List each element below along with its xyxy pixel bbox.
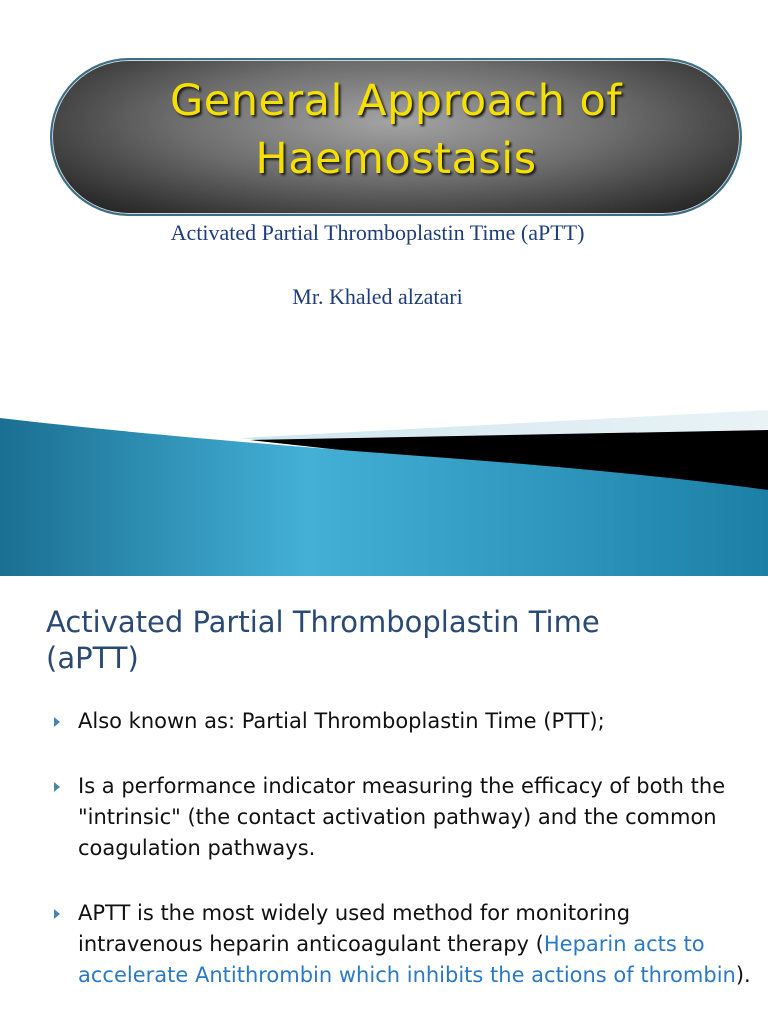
bullet-arrow-icon — [54, 717, 60, 727]
bullet-text: Is a performance indicator measuring the efficacy of both the "intrinsic" (the contact activation pathway) and the common coagulation pathways. — [78, 774, 726, 860]
title-line-1: General Approach of — [169, 76, 623, 126]
bullet-arrow-icon — [54, 782, 60, 792]
bullet-text-highlight: Heparin acts to accelerate Antithrombin which inhibits the actions of thrombin — [78, 932, 736, 987]
bullet-text: Also known as: Partial Thromboplastin Time (PTT); — [78, 709, 605, 733]
title-line-2: Haemostasis — [255, 134, 537, 184]
bullet-item — [54, 898, 754, 991]
slide-subtitle: Activated Partial Thromboplastin Time (aPTT) — [170, 220, 585, 245]
slide-title — [50, 72, 742, 188]
bullet-list — [54, 706, 754, 1024]
slide-heading — [46, 604, 746, 676]
wave-decoration — [0, 400, 768, 576]
content-slide — [0, 576, 768, 1024]
bullet-item — [54, 706, 754, 737]
bullet-item — [54, 771, 754, 864]
heading-line-1: Activated Partial Thromboplastin Time — [46, 605, 600, 639]
author-name: Mr. Khaled alzatari — [292, 284, 463, 309]
bullet-text-post: ). — [735, 963, 751, 987]
bullet-text-pre: APTT is the most widely used method for monitoring intravenous heparin anticoagulant therapy ( — [78, 901, 631, 956]
bullet-arrow-icon — [54, 909, 60, 919]
heading-line-2: (aPTT) — [46, 641, 139, 675]
